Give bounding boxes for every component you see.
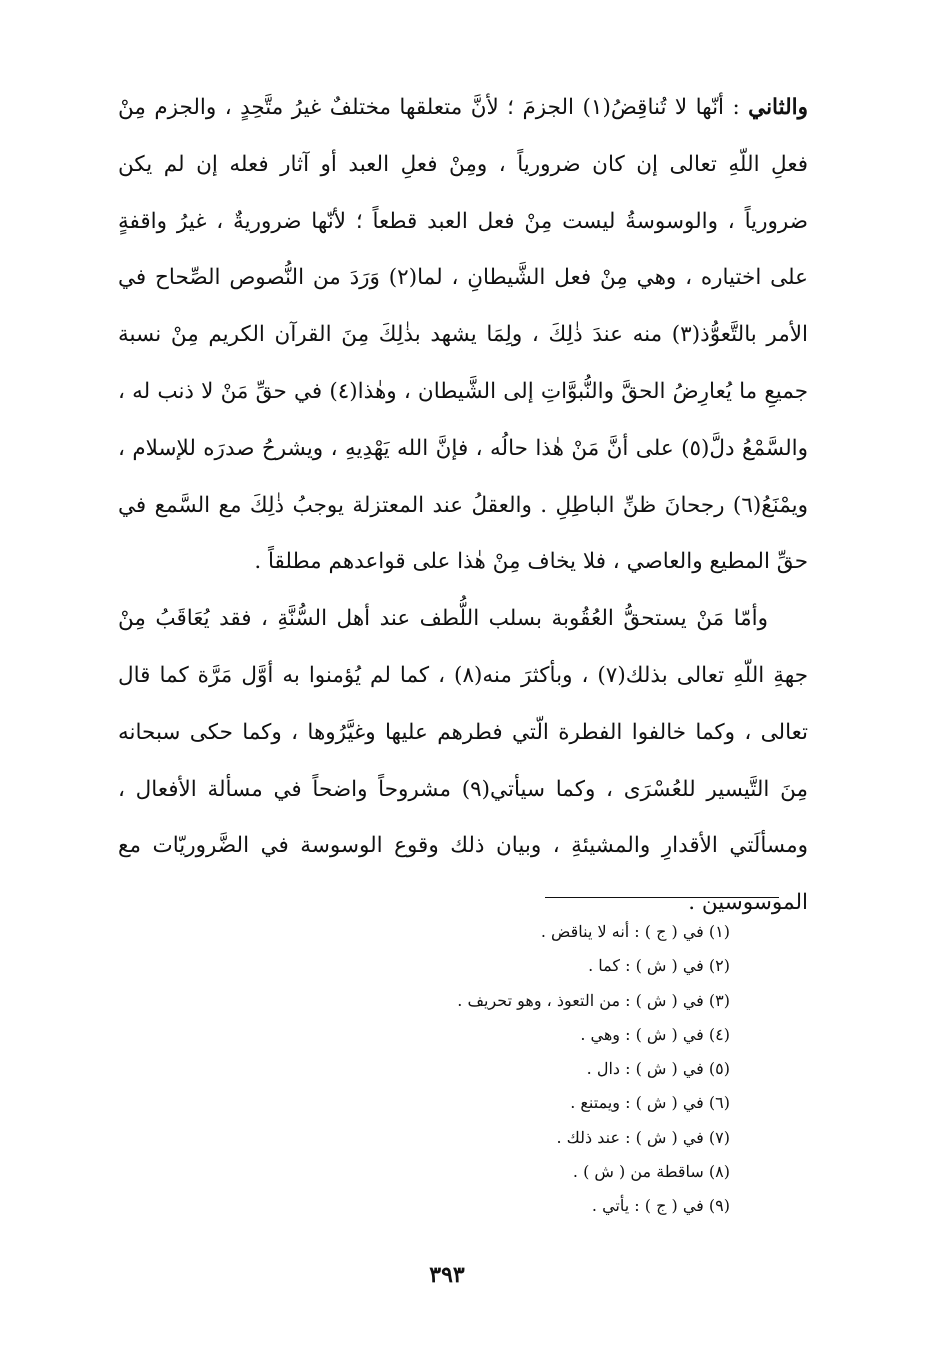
footnote-9: (٩) في ( ج ) : يأتي . [591, 1196, 730, 1216]
footnote-2: (٢) في ( ش ) : كما . [588, 956, 730, 976]
footnote-6: (٦) في ( ش ) : ويمتنع . [570, 1093, 730, 1113]
paragraph-lead: والثاني [748, 95, 809, 120]
footnote-4: (٤) في ( ش ) : وهي . [580, 1024, 730, 1044]
main-text [118, 80, 808, 932]
paragraph-1 [118, 80, 808, 591]
footnotes [300, 915, 730, 1224]
footnote-separator [545, 897, 779, 898]
footnote-1: (١) في ( ج ) : أنه لا يناقض . [540, 922, 730, 941]
footnote-3: (٣) في ( ش ) : من التعوذ ، وهو تحريف . [457, 990, 730, 1010]
footnote-7: (٧) في ( ش ) : عند ذلك . [556, 1127, 730, 1147]
paragraph-text: وأمّا مَنْ يستحقُّ العُقُوبة بسلب اللُّطف عند أهل السُّنَّةِ ، فقد يُعَاقَبُ مِنْ جهةِ اللّهِ تعالى بذلك(٧) ، وبأكثرَ منه(٨) ، كما لم يُؤمنوا به أوَّل مَرَّة كما قال تعالى ، وكما خالفوا الفطرة الّتي فطرهم عليها وغيَّرُوها ، وكما حكى سبحانه مِنَ التَّيسير للعُسْرَى ، وكما سيأتي(٩) مشروحاً واضحاً في مسألة الأفعال ، ومسألَتي الأقدارِ والمشيئةِ ، وبيان ذلك وقوع الوسوسة في الضَّروريّات مع الموسوسين . [118, 606, 808, 916]
paragraph-text: : أنّها لا تُناقِضُ(١) الجزمَ ؛ لأنَّ متعلقها مختلفٌ غيرُ متَّحِدٍ ، والجزم مِنْ فعلِ اللّهِ تعالى إن كان ضرورياً ، ومِنْ فعلِ العبد أو آثار فعله إن لم يكن ضرورياً ، والوسوسةُ ليست مِنْ فعل العبد قطعاً ؛ لأنّها ضروريةٌ ، غيرُ واقفةٍ على اختياره ، وهي مِنْ فعل الشَّيطانِ ، لما(٢) وَرَدَ من النُّصوص الصِّحاح في الأمر بالتَّعوُّذ(٣) منه عندَ ذٰلِكَ ، ولِمَا يشهد بذٰلِكَ مِنَ القرآن الكريم مِنْ نسبة جميعِ ما يُعارِضُ الحقَّ والنُّبوَّاتِ إلى الشَّيطان ، وهٰذا(٤) في حقِّ مَنْ لا ذنب له ، والسَّمْعُ دلَّ(٥) على أنَّ مَنْ هٰذا حالُه ، فإنَّ الله يَهْدِيهِ ، ويشرحُ صدرَه للإسلام ، ويمْنَعُ(٦) رجحانَ ظنِّ الباطِلِ . والعقلُ عند المعتزلة يوجبُ ذٰلِكَ مع السَّمع في حقِّ المطيع والعاصي ، فلا يخاف مِنْ هٰذا على قواعدهم مطلقاً . [118, 95, 809, 575]
footnote-8: (٨) ساقطة من ( ش ) . [572, 1162, 730, 1182]
paragraph-2 [118, 591, 808, 932]
page-number: ٣٩٣ [429, 1262, 465, 1288]
footnote-5: (٥) في ( ش ) : دال . [586, 1059, 730, 1079]
